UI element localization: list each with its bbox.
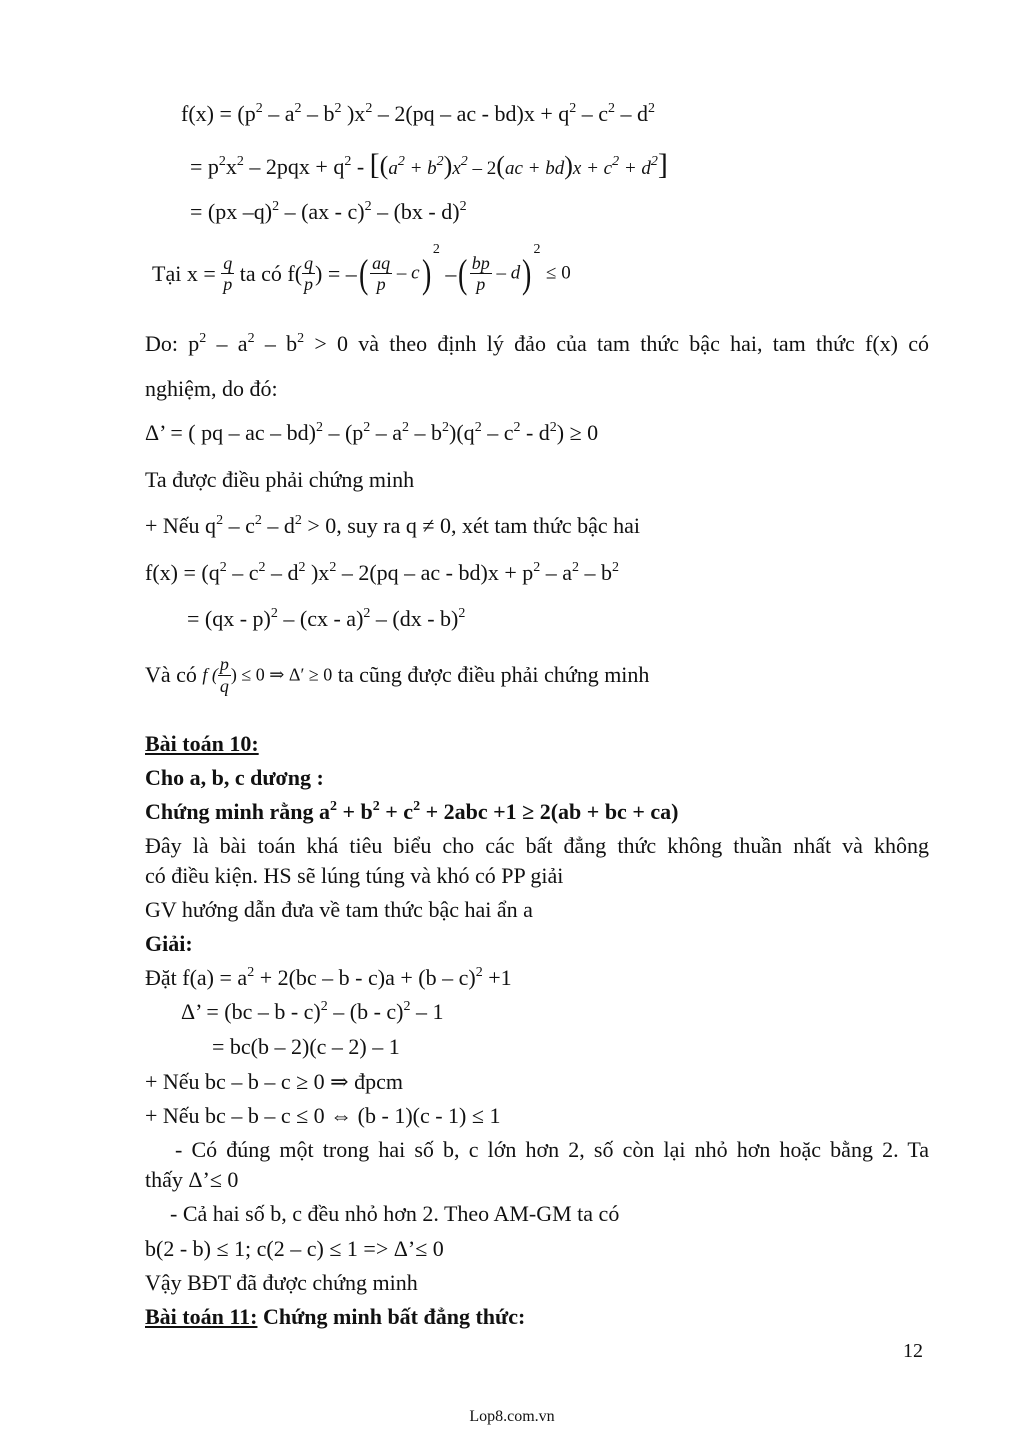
exp: 2	[403, 999, 411, 1014]
text: x	[452, 158, 461, 179]
exp: 2	[270, 606, 278, 621]
text: + Nếu q	[145, 513, 217, 538]
exp: 2	[474, 420, 482, 435]
exp: 2	[533, 242, 541, 257]
paren-open: (	[358, 250, 369, 296]
text: – 2(pq – ac - bd)x + p	[336, 560, 534, 585]
text: – 2pqx + q	[243, 154, 345, 179]
conclusion-line: Vậy BĐT đã được chứng minh	[145, 1270, 418, 1295]
exp: 2	[460, 154, 468, 169]
text: Δ’ = (bc – b - c)	[181, 999, 321, 1024]
exp: 2	[247, 965, 255, 980]
text: + d	[619, 158, 651, 179]
subcase-line: thấy Δ’≤ 0	[145, 1167, 239, 1192]
paren-close: )	[522, 250, 532, 296]
text: – 2(pq – ac - bd)x + q	[372, 101, 570, 126]
paragraph-line: GV hướng dẫn đưa về tam thức bậc hai ẩn a	[145, 897, 533, 922]
exp: 2	[254, 513, 262, 528]
text: f (	[202, 664, 218, 685]
subcase-line: - Cả hai số b, c đều nhỏ hơn 2. Theo AM-GM ta có	[170, 1201, 620, 1226]
dat-fa-line	[145, 965, 512, 991]
delta-line-2	[181, 999, 444, 1025]
exp: 2	[297, 331, 305, 346]
exp: 2	[572, 560, 579, 575]
fraction-p-q	[218, 654, 231, 696]
text: - d	[520, 420, 550, 445]
text: ≤ 0	[546, 262, 571, 284]
denominator: p	[476, 274, 486, 295]
exp: 2	[258, 560, 266, 575]
bracket-open: [	[369, 148, 380, 181]
text: – (b - c)	[327, 999, 404, 1024]
fraction-aq-p	[370, 253, 392, 295]
exp: 2	[216, 513, 224, 528]
text: f(x) = (p	[181, 101, 256, 126]
numerator: aq	[372, 252, 391, 273]
text: a	[388, 158, 398, 179]
text: – c	[576, 101, 608, 126]
text: x + c	[572, 158, 613, 179]
dpcm-line: Ta được điều phải chứng minh	[145, 467, 415, 492]
text: + b	[336, 799, 373, 824]
paragraph-line: có điều kiện. HS sẽ lúng túng và khó có PP giải	[145, 863, 564, 888]
denominator: q	[219, 675, 229, 696]
text: – b	[579, 560, 612, 585]
text: x	[225, 154, 237, 179]
exp: 2	[397, 154, 405, 169]
delta-line	[145, 420, 598, 446]
exp: 2	[612, 560, 619, 575]
text: Chứng minh rằng a	[145, 799, 330, 824]
exp: 2	[608, 101, 615, 116]
text: + 2(bc – b - c)a + (b – c)	[254, 965, 476, 990]
text: )x	[305, 560, 330, 585]
exp: 2	[334, 101, 342, 116]
text: – (ax - c)	[279, 199, 365, 224]
exp: 2	[294, 513, 302, 528]
equation-line-2	[190, 147, 668, 183]
denominator: p	[223, 274, 233, 295]
bracket-close: ]	[657, 148, 668, 181]
case-line: + Nếu bc – b – c ≥ 0 ⇒ đpcm	[145, 1069, 403, 1094]
exp: 2	[513, 420, 521, 435]
exp: 2	[315, 420, 323, 435]
exp: 2	[272, 199, 280, 214]
text: Δ’ = ( pq – ac – bd)	[145, 420, 316, 445]
tai-x-line	[152, 242, 571, 296]
text: – 1	[410, 999, 444, 1024]
exp: 2	[247, 331, 255, 346]
exp: 2	[413, 799, 421, 814]
exp: 2	[365, 101, 373, 116]
equation-fx-2-line-2	[187, 606, 465, 632]
denominator: p	[304, 274, 314, 295]
exp: 2	[363, 420, 371, 435]
subcase-line: b(2 - b) ≤ 1; c(2 – c) ≤ 1 => Δ’≤ 0	[145, 1236, 444, 1261]
bracket-expr: $(a^2 + b^2)x^2 - 2(ac + bd)x + c^2 + d^2$	[379, 151, 658, 180]
exp: 2	[199, 331, 207, 346]
text: Do: p	[145, 331, 200, 356]
exp: 2	[255, 101, 263, 116]
text: + c	[379, 799, 414, 824]
text: +1	[482, 965, 512, 990]
text: – d	[615, 101, 648, 126]
text: – a	[370, 420, 403, 445]
text: )x	[341, 101, 366, 126]
exp: 2	[344, 154, 352, 169]
exp: 2	[372, 799, 380, 814]
text: – d	[261, 513, 295, 538]
exp: 2	[442, 420, 450, 435]
exp: 2	[549, 420, 557, 435]
exp: 2	[329, 560, 337, 575]
text: Đặt f(a) = a	[145, 965, 248, 990]
text: – c	[392, 262, 420, 284]
delta-line-3: = bc(b – 2)(c – 2) – 1	[212, 1034, 400, 1059]
bai-toan-11-heading	[145, 1304, 525, 1330]
equation-line-3	[190, 199, 467, 225]
bai-toan-10-given: Cho a, b, c dương :	[145, 765, 324, 790]
text: – b	[409, 420, 443, 445]
subcase-line: - Có đúng một trong hai số b, c lớn hơn 2, số còn lại nhỏ hơn hoặc bằng 2. Ta	[175, 1137, 929, 1162]
text: ) ≤ 0 ⇒ Δ′ ≥ 0	[230, 664, 333, 685]
text: – (cx - a)	[277, 606, 364, 631]
exp: 2	[569, 101, 577, 116]
do-line	[145, 331, 929, 357]
text: ) ≥ 0	[556, 420, 599, 445]
text: ac + bd	[504, 158, 565, 179]
text: – a	[262, 101, 295, 126]
text: > 0 và theo định lý đảo của tam thức bậc hai, tam thức f(x) có	[304, 331, 930, 356]
numerator: p	[219, 654, 229, 674]
page-number: 12	[903, 1340, 923, 1362]
text: )(q	[449, 420, 475, 445]
exp: 2	[459, 199, 467, 214]
paren-close: )	[421, 250, 431, 296]
bai-toan-10-statement	[145, 799, 678, 825]
do-line-2: nghiệm, do đó:	[145, 376, 278, 401]
giai-heading: Giải:	[145, 931, 193, 956]
text: Và có	[145, 661, 203, 687]
text: + b	[404, 158, 437, 179]
exp: 2	[294, 101, 302, 116]
exp: 2	[533, 560, 541, 575]
text: ta có f(	[239, 260, 303, 286]
exp: 2	[475, 965, 483, 980]
text: – c	[226, 560, 259, 585]
text: – (dx - b)	[370, 606, 459, 631]
equation-fx-2	[145, 560, 619, 586]
text: ta cũng được điều phải chứng minh	[337, 661, 650, 687]
va-co-line	[145, 654, 649, 696]
text: – d	[265, 560, 299, 585]
fraction-bp-p	[470, 253, 492, 295]
footer-site: Lop8.com.vn	[469, 1408, 555, 1425]
text: – b	[301, 101, 335, 126]
exp: 2	[320, 999, 328, 1014]
exp: 2	[402, 420, 410, 435]
text: Tại x =	[152, 260, 222, 286]
text: = p	[190, 154, 219, 179]
text: – d	[491, 262, 521, 284]
text: + 2abc +1 ≥ 2(ab + bc + ca)	[420, 799, 679, 824]
text: – a	[206, 331, 248, 356]
numerator: q	[223, 252, 233, 273]
exp: 2	[648, 101, 655, 116]
text: – c	[481, 420, 514, 445]
exp: 2	[329, 799, 337, 814]
text: -	[351, 154, 370, 179]
text: – (p	[322, 420, 364, 445]
text: – a	[540, 560, 572, 585]
fraction-q-p	[221, 253, 234, 295]
neu-q-line	[145, 513, 640, 539]
text: –	[445, 260, 457, 286]
exp: 2	[432, 242, 440, 257]
equation-fx	[181, 101, 655, 127]
text: – b	[254, 331, 298, 356]
text: Bài toán 11:	[145, 1304, 258, 1329]
case-line: + Nếu bc – b – c ≤ 0 ⇔ (b - 1)(c - 1) ≤ 1	[145, 1103, 501, 1128]
exp: 2	[650, 154, 658, 169]
fraction-q-p	[302, 253, 315, 295]
text: > 0, suy ra q ≠ 0, xét tam thức bậc hai	[301, 513, 641, 538]
paragraph-line: Đây là bài toán khá tiêu biểu cho các bất đẳng thức không thuần nhất và không	[145, 833, 929, 858]
text: Chứng minh bất đẳng thức:	[257, 1304, 526, 1329]
text: – 2	[467, 158, 497, 179]
text: ) =	[315, 260, 346, 286]
exp: 2	[363, 606, 371, 621]
text: –	[345, 260, 357, 286]
bai-toan-10-title: Bài toán 10:	[145, 731, 259, 756]
text: – (bx - d)	[371, 199, 460, 224]
exp: 2	[436, 154, 444, 169]
exp: 2	[219, 560, 227, 575]
denominator: p	[376, 274, 386, 295]
paren-open: (	[458, 250, 468, 296]
numerator: bp	[471, 252, 490, 273]
exp: 2	[458, 606, 466, 621]
exp: 2	[364, 199, 372, 214]
exp: 2	[218, 154, 226, 169]
exp: 2	[298, 560, 306, 575]
text: – c	[223, 513, 255, 538]
numerator: q	[304, 252, 314, 273]
text: f(x) = (q	[145, 560, 220, 585]
exp: 2	[612, 154, 620, 169]
text: = (qx - p)	[187, 606, 271, 631]
exp: 2	[236, 154, 244, 169]
text: = (px –q)	[190, 199, 273, 224]
